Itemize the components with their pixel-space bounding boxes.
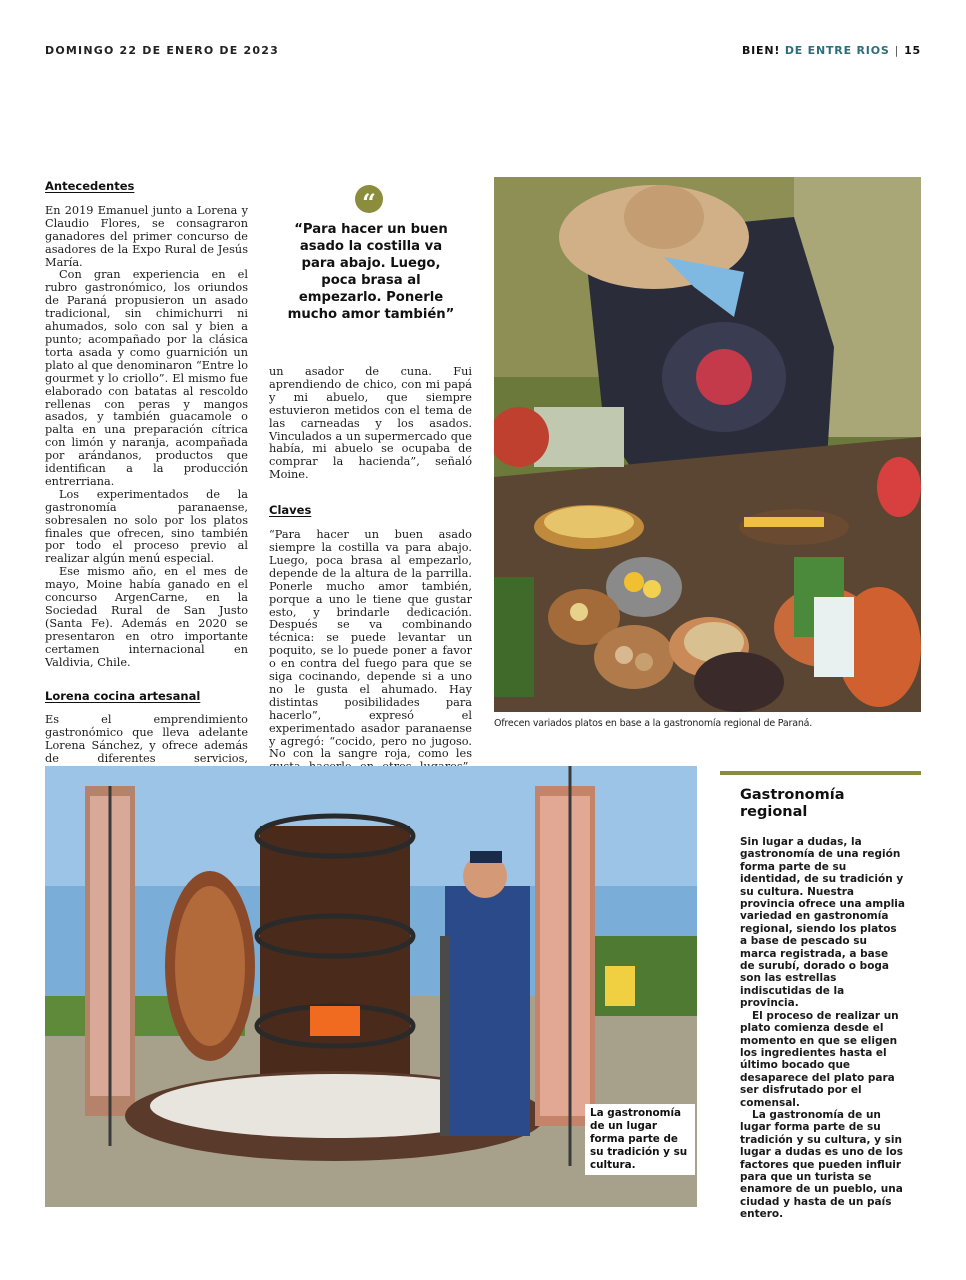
paragraph: “Para hacer un buen asado siempre la costilla va para abajo. Luego, poca brasa al empezarlo, depende de la altura de la parrilla. Ponerle mucho amor también, porque a uno le tiene que gustar esto, y brindarle dedicación. Después se va combinando técnica: se puede levantar un poquito, se lo puede poner a favor o en contra del fuego para que se siga cocinando, depende si a uno no le gusta el ahumado. Hay distintas posibilidades para hacerlo”, expresó el experimentado asador paranaense y agregó: “cocido, pero no jugoso. No con la sangre roja, como les (269, 528, 472, 761)
heading-antecedentes: Antecedentes (45, 179, 135, 193)
paragraph: un asador de cuna. Fui aprendiendo de chico, con mi papá y mi abuelo, que siempre estuvieron metidos con el tema de las carneadas y los asados. Vinculados a un supermercado que había, mi abuelo se ocupaba de comprar la hacienda”, señaló Moine. (269, 365, 472, 482)
issue-date: DOMINGO 22 DE ENERO DE 2023 (45, 44, 279, 57)
section-name: DE ENTRE RIOS (784, 44, 890, 57)
page-number: 15 (904, 44, 921, 57)
photo-top-caption: Ofrecen variados platos en base a la gastronomía regional de Paraná. (494, 718, 813, 729)
brand-name: BIEN! (741, 44, 781, 57)
photo-bottom-caption: La gastronomía de un lugar forma parte de su tradición y su cultura. (585, 1104, 695, 1175)
paragraph: Ese mismo año, en el mes de mayo, Moine había ganado en el concurso ArgenCarne, en la Sociedad Rural de San Justo (Santa Fe). Además en 2020 se presentaron en otro importante certamen internacional en Valdivia, Chile. (45, 565, 248, 669)
photo-food-display-image (494, 177, 921, 712)
photo-food-display (494, 177, 921, 712)
heading-lorena: Lorena cocina artesanal (45, 688, 201, 703)
pull-quote: “Para hacer un buen asado la costilla va para abajo. Luego, poca brasa al empezarlo. Ponerle mucho amor también” (287, 222, 455, 322)
header-separator: | (894, 44, 900, 57)
sidebar-body (740, 836, 906, 1221)
article-column-1 (45, 180, 248, 818)
heading-claves: Claves (269, 503, 312, 518)
header-right (742, 44, 921, 57)
paragraph: Es el emprendimiento gastronómico que lleva adelante Lorena Sánchez, y ofrece además de diferentes servicios, (45, 713, 248, 766)
paragraph: En 2019 Emanuel junto a Lorena y Claudio Flores, se consagraron ganadores del primer concurso de asadores de la Expo Rural de Jesús María. (45, 203, 248, 269)
sidebar-accent-rule (720, 771, 921, 775)
sidebar-title: Gastronomía regional (740, 787, 845, 820)
sidebar-paragraph: Sin lugar a dudas, la gastronomía de una región forma parte de su identidad, de su tradición y su cultura. Nuestra provincia ofrece una amplia variedad en gastronomía regional, siendo los platos a base de pescado su marca registrada, a base de surubí, dorado o boga son las estrellas indiscutidas de la provincia. (740, 836, 905, 1010)
sidebar-paragraph: La gastronomía de un lugar forma parte de su tradición y su cultura, y sin lugar a dudas es uno de los factores que pueden influir para que un turista se enamore de un pueblo, una ciudad y hasta de un país entero. (740, 1108, 903, 1221)
paragraph: Los experimentados de la gastronomía paranaense, sobresalen no solo por los platos finales que ofrecen, sino también por todo el proceso previo al realizar algún menú especial. (45, 487, 248, 566)
paragraph: Con gran experiencia en el rubro gastronómico, los oriundos de Paraná propusieron un asado tradicional, sin chimichurri ni ahumados, solo con sal y bien a punto; acompañado por la clásica torta asada y como guarnición un plato al que denominaron “Entre lo gourmet y lo criollo”. El mismo fue elaborado con batatas al rescoldo rellenas con peras y mangos asados, y también guacamole o palta en una preparación cítrica con limón y naranja, acompañada por arándanos, productos que identifican a la producción entrerriana. (45, 268, 248, 488)
sidebar-paragraph: El proceso de realizar un plato comienza desde el momento en que se eligen los ingredientes hasta el último bocado que desaparece del plato para ser disfrutado por el comensal. (740, 1009, 899, 1109)
quote-icon: “ (355, 185, 383, 213)
article-column-2 (269, 366, 472, 787)
